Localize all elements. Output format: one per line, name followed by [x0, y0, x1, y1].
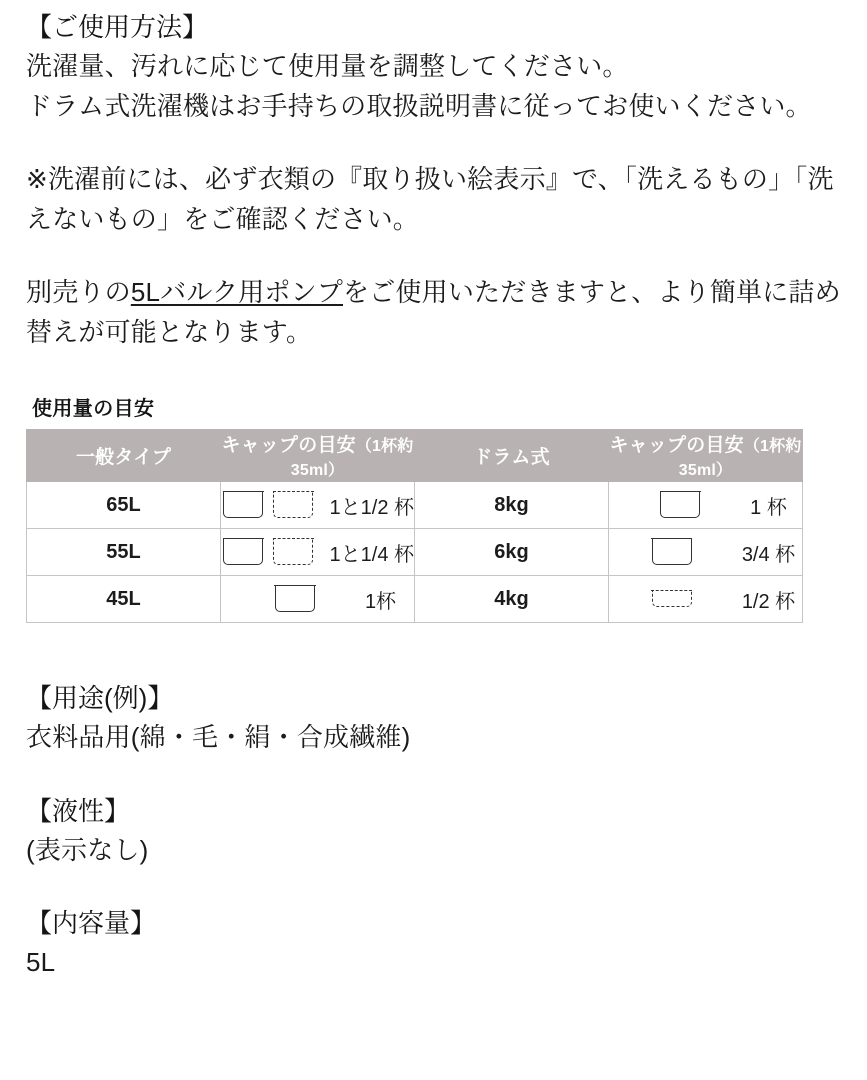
- cell-general-amount: 45L: [27, 576, 221, 623]
- header-cap-general: [221, 430, 415, 482]
- cell-drum-cap: [609, 482, 803, 529]
- usage-table-title: 使用量の目安: [32, 398, 155, 421]
- cell-general-cap-label: 1杯: [364, 590, 397, 613]
- use-heading: 【用途(例)】: [26, 683, 174, 714]
- volume-text: 5L: [26, 947, 56, 978]
- usage-line-2: ドラム式洗濯機はお手持ちの取扱説明書に従ってお使いください。: [26, 90, 812, 121]
- cell-general-cap-label: 1と1/2 杯: [329, 496, 414, 519]
- header-cap-general-label: キャップの目安: [221, 435, 356, 457]
- pump-text-pre: 別売りの: [26, 277, 131, 308]
- cell-drum-cap-label: 1 杯: [750, 496, 787, 519]
- cup-icons: [616, 591, 728, 607]
- liquid-text: (表示なし): [26, 834, 149, 865]
- header-cap-general-note: （1杯約35ml）: [290, 438, 414, 480]
- cup-full-icon: [652, 539, 692, 565]
- bulk-pump-link[interactable]: 5Lバルク用ポンプ: [130, 277, 344, 308]
- cup-full-icon: [275, 586, 315, 612]
- cell-drum-amount: 4kg: [415, 576, 609, 623]
- cup-dashed-icon: [273, 492, 313, 518]
- header-cap-drum: [609, 430, 803, 482]
- usage-table: [26, 429, 803, 623]
- cap-inner: [609, 576, 802, 622]
- table-row: [27, 482, 803, 529]
- cup-dashed-icon: [273, 539, 313, 565]
- cap-inner: [221, 529, 414, 575]
- cell-drum-cap: [609, 576, 803, 623]
- cup-full-icon: [223, 492, 263, 518]
- table-header-row: [27, 430, 803, 482]
- cell-drum-amount: 8kg: [415, 482, 609, 529]
- spacer-4: [26, 870, 841, 904]
- usage-heading: 【ご使用方法】: [26, 12, 209, 42]
- liquid-heading: 【液性】: [26, 795, 131, 826]
- cell-drum-cap-label: 3/4 杯: [741, 543, 796, 566]
- bottom-sections: [26, 679, 841, 983]
- usage-table-block: [26, 392, 803, 623]
- cell-drum-cap-label: 1/2 杯: [741, 590, 796, 613]
- pump-paragraph: [26, 273, 841, 352]
- header-cap-drum-label: キャップの目安: [609, 435, 744, 457]
- pump-text-post: をご使用いただきますと、より簡単に詰め替えが可能となります。: [26, 277, 841, 347]
- cap-inner: [221, 576, 414, 622]
- cell-general-amount: 55L: [27, 529, 221, 576]
- cell-general-amount: 65L: [27, 482, 221, 529]
- usage-table-head: [27, 430, 803, 482]
- cell-general-cap: [221, 482, 415, 529]
- cell-general-cap: [221, 576, 415, 623]
- cup-icons: [239, 586, 351, 612]
- spacer-3: [26, 758, 841, 792]
- cap-inner: [609, 482, 802, 528]
- cup-icons: [221, 539, 316, 565]
- cell-drum-cap: [609, 529, 803, 576]
- cell-drum-amount: 6kg: [415, 529, 609, 576]
- cap-inner: [221, 482, 414, 528]
- header-cap-drum-note: （1杯約35ml）: [678, 438, 802, 480]
- cell-general-cap: [221, 529, 415, 576]
- cup-half-icon: [652, 591, 692, 607]
- spacer-2: [26, 239, 841, 273]
- cup-icons: [616, 539, 728, 565]
- usage-line-1: 洗濯量、汚れに応じて使用量を調整してください。: [26, 51, 629, 81]
- cell-general-cap-label: 1と1/4 杯: [329, 543, 414, 566]
- cup-full-icon: [223, 539, 263, 565]
- cup-full-icon: [660, 492, 700, 518]
- header-general-type: 一般タイプ: [27, 430, 221, 482]
- cup-icons: [624, 492, 736, 518]
- usage-table-body: [27, 482, 803, 623]
- table-row: [27, 529, 803, 576]
- header-drum-type: ドラム式: [415, 430, 609, 482]
- table-row: [27, 576, 803, 623]
- cup-icons: [221, 492, 316, 518]
- use-text: 衣料品用(綿・毛・絹・合成繊維): [26, 722, 411, 753]
- cap-inner: [609, 529, 802, 575]
- washing-note: ※洗濯前には、必ず衣類の『取り扱い絵表示』で、「洗えるもの」「洗えないもの」をご確認ください。: [26, 164, 834, 234]
- spacer-1: [26, 126, 841, 160]
- volume-heading: 【内容量】: [26, 908, 157, 939]
